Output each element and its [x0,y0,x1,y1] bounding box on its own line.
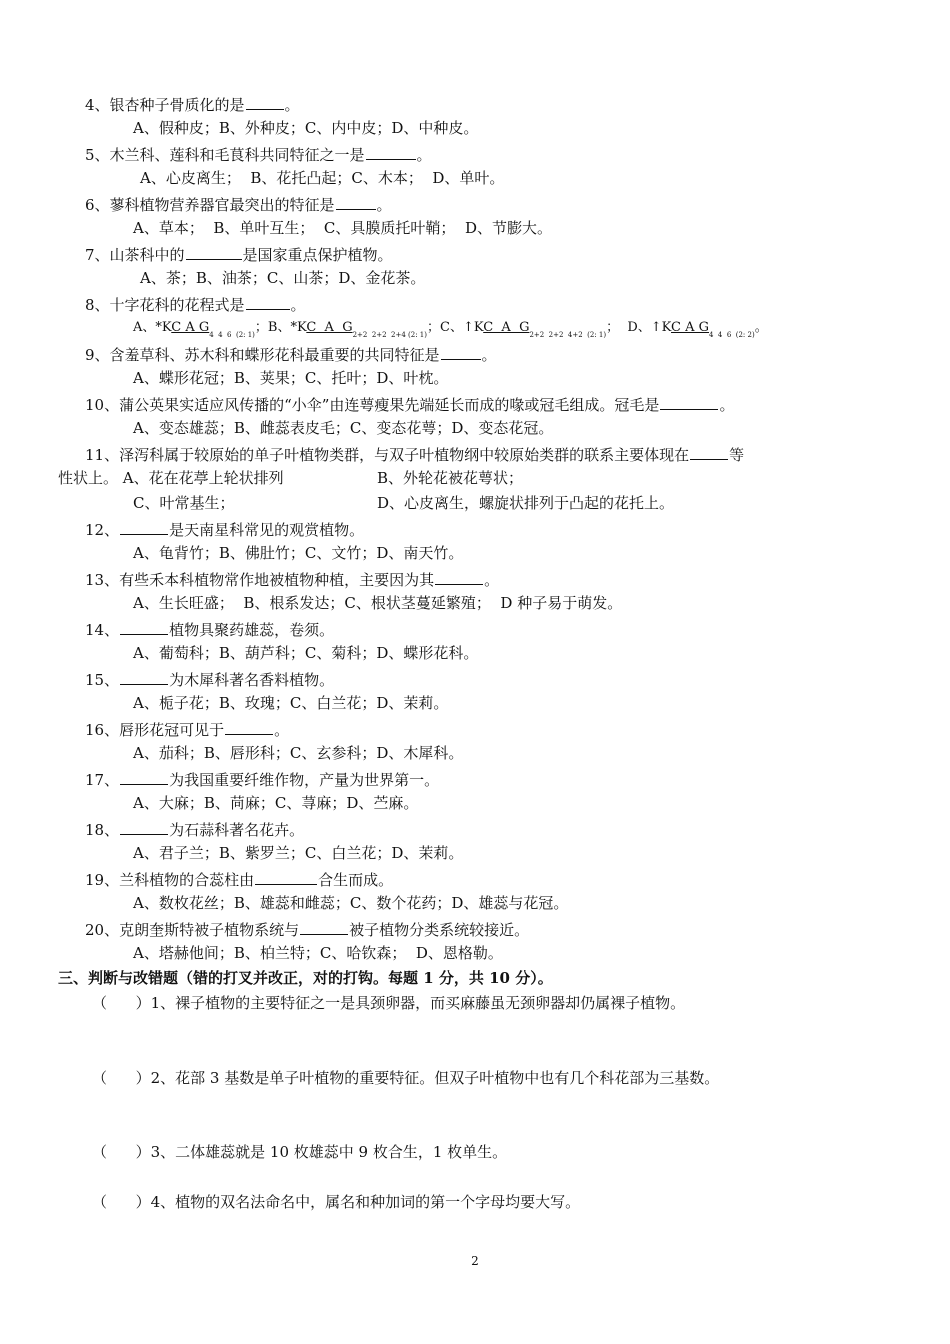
floral-formula-options: A、*KC A $G_{4 4 6 (2: 1)}$；B、*KC A $G_{2+2 2+2 2+4 (2: 1)}$；C、↑KC A $G_{2+2 2+2 4+2 (2: 1)}$； D、↑KC A $G_{4 4 6 (2: 2)}$。 [133,320,768,339]
question-14: 14、 植物具聚药雄蕊，卷须。 [85,618,334,640]
option-a-subscript: 4 4 6 (2: 1) [209,331,255,339]
answer-blank[interactable] [120,618,168,635]
answer-blank[interactable] [186,243,242,260]
answer-blank[interactable] [435,568,483,585]
option-b-subscript: 2+2 2+2 2+4 (2: 1) [352,331,427,339]
question-16-options: A、茄科；B、唇形科；C、玄参科；D、木犀科。 [133,744,464,762]
answer-blank[interactable] [246,293,290,310]
answer-blank[interactable] [300,918,348,935]
true-false-item-4: （ ）4、植物的双名法命名中，属名和种加词的第一个字母均要大写。 [92,1193,581,1211]
option-d-formula: C A G [671,320,710,335]
option-b-formula: C A G [306,320,353,335]
answer-blank[interactable] [246,93,284,110]
question-11: 11、泽泻科属于较原始的单子叶植物类群，与双子叶植物纲中较原始类群的联系主要体现在 等 [85,443,744,465]
answer-blank[interactable] [690,443,728,460]
answer-blank[interactable] [120,768,168,785]
question-11-option-d: D、心皮离生，螺旋状排列于凸起的花托上。 [377,494,675,512]
true-false-item-3: （ ）3、二体雄蕊就是 10 枚雄蕊中 9 枚合生，1 枚单生。 [92,1143,508,1161]
true-false-item-1: （ ）1、裸子植物的主要特征之一是具颈卵器，而买麻藤虽无颈卵器却仍属裸子植物。 [92,994,686,1012]
question-12: 12、 是天南星科常见的观赏植物。 [85,518,364,540]
option-d-subscript: 4 4 6 (2: 2) [709,331,755,339]
answer-blank[interactable] [336,193,376,210]
question-11-option-b: B、外轮花被花萼状； [377,469,524,487]
question-7-options: A、茶；B、油茶；C、山茶；D、金花茶。 [140,269,426,287]
question-9-options: A、蝶形花冠；B、荚果；C、托叶；D、叶枕。 [133,369,449,387]
question-11-option-c: C、叶常基生； [133,494,235,512]
question-16: 16、唇形花冠可见于 。 [85,718,289,740]
question-15-options: A、栀子花；B、玫瑰；C、白兰花；D、茉莉。 [133,694,449,712]
option-c-formula: C A G [483,320,530,335]
true-false-item-2: （ ）2、花部 3 基数是单子叶植物的重要特征。但双子叶植物中也有几个科花部为三基数。 [92,1069,720,1087]
question-4-options: A、假种皮；B、外种皮；C、内中皮；D、中种皮。 [133,119,479,137]
question-7: 7、山茶科中的 是国家重点保护植物。 [85,243,393,265]
question-10-options: A、变态雄蕊；B、雌蕊表皮毛；C、变态花萼；D、变态花冠。 [133,419,554,437]
question-11-option-a: 性状上。 A、花在花葶上轮状排列 [58,469,284,487]
option-b-label: ；B、*K [254,320,307,335]
option-a-formula: C A G [171,320,210,335]
answer-blank[interactable] [120,668,168,685]
question-8: 8、十字花科的花程式是 。 [85,293,306,315]
question-15: 15、 为木犀科著名香料植物。 [85,668,334,690]
question-5-options: A、心皮离生； B、花托凸起；C、木本； D、单叶。 [140,169,505,187]
answer-parentheses[interactable]: （ ） [92,994,151,1012]
option-c-subscript: 2+2 2+2 4+2 (2: 1) [529,331,607,339]
question-6-options: A、草本； B、单叶互生； C、具膜质托叶鞘； D、节膨大。 [133,219,552,237]
question-13: 13、有些禾本科植物常作地被植物种植，主要因为其 。 [85,568,499,590]
option-d-label: ； D、↑K [606,320,672,335]
question-19: 19、兰科植物的合蕊柱由 合生而成。 [85,868,393,890]
question-20: 20、克朗奎斯特被子植物系统与 被子植物分类系统较接近。 [85,918,529,940]
option-c-label: ；C、↑K [427,320,484,335]
question-17: 17、 为我国重要纤维作物，产量为世界第一。 [85,768,439,790]
question-18-options: A、君子兰；B、紫罗兰；C、白兰花；D、茉莉。 [133,844,464,862]
option-a-label: A、*K [133,320,172,335]
question-17-options: A、大麻；B、苘麻；C、荨麻；D、苎麻。 [133,794,419,812]
answer-parentheses[interactable]: （ ） [92,1193,151,1211]
answer-blank[interactable] [255,868,317,885]
answer-blank[interactable] [366,143,416,160]
answer-blank[interactable] [225,718,273,735]
answer-blank[interactable] [441,343,481,360]
question-6: 6、蓼科植物营养器官最突出的特征是 。 [85,193,392,215]
question-9: 9、含羞草科、苏木科和蝶形花科最重要的共同特征是 。 [85,343,497,365]
question-20-options: A、塔赫他间；B、柏兰特；C、哈钦森； D、恩格勒。 [133,944,503,962]
question-4: 4、银杏种子骨质化的是 。 [85,93,300,115]
section-3-title: 三、判断与改错题（错的打叉并改正，对的打钩。每题 1 分，共 10 分）。 [58,969,553,987]
question-12-options: A、龟背竹；B、佛肚竹；C、文竹；D、南天竹。 [133,544,464,562]
page-number: 2 [471,1254,479,1268]
question-19-options: A、数枚花丝；B、雄蕊和雌蕊；C、数个花药；D、雄蕊与花冠。 [133,894,569,912]
answer-parentheses[interactable]: （ ） [92,1069,151,1087]
question-18: 18、 为石蒜科著名花卉。 [85,818,304,840]
answer-blank[interactable] [120,518,168,535]
answer-parentheses[interactable]: （ ） [92,1143,151,1161]
answer-blank[interactable] [660,393,718,410]
answer-blank[interactable] [120,818,168,835]
question-14-options: A、葡萄科；B、葫芦科；C、菊科；D、蝶形花科。 [133,644,479,662]
question-13-options: A、生长旺盛； B、根系发达；C、根状茎蔓延繁殖； D 种子易于萌发。 [133,594,623,612]
question-5: 5、木兰科、莲科和毛茛科共同特征之一是 。 [85,143,432,165]
question-10: 10、蒲公英果实适应风传播的“小伞”由连萼瘦果先端延长而成的喙或冠毛组成。冠毛是 。 [85,393,734,415]
